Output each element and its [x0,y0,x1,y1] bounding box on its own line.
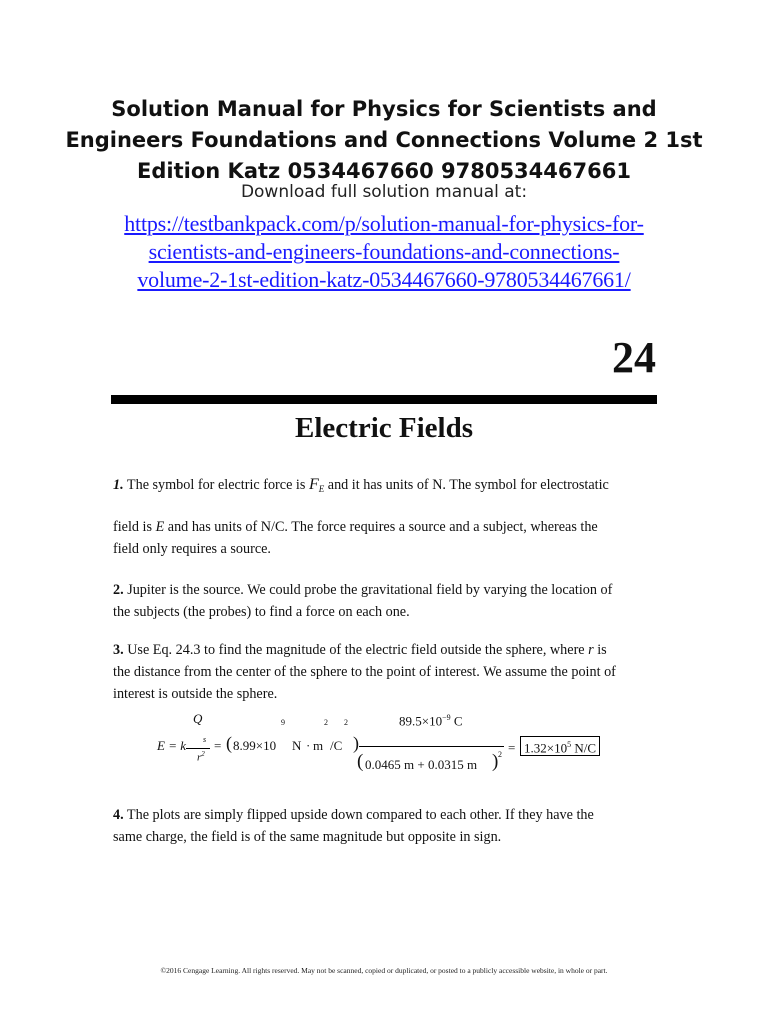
eq-fraction-bar [186,748,210,749]
eq-numerator: $89.5\times 10^{-9}$ C [399,713,463,729]
eq-equals: = [508,740,516,755]
eq-paren: ( [226,733,232,753]
document-title [60,94,708,187]
problem-1-line-1: 1. The symbol for electric force is $F_E$ and it has units of N. The symbol for electrostatic [113,476,609,494]
chapter-number: 24 [612,333,656,382]
eq-lhs: E = k [157,738,186,753]
problem-3: 3. Use Eq. 24.3 to find the magnitude of the electric field outside the sphere, where r is the distance from the center of the sphere to the point of interest. We assume the point of interest is outside the sphere. [113,642,616,702]
eq-units: N [292,738,302,753]
download-link[interactable] [80,210,688,294]
problem-number: 4. [113,807,124,823]
problem-number: 1. [113,477,124,493]
eq-exp: 2 [344,718,348,727]
chapter-title: Electric Fields [295,412,473,444]
eq-result: $1.32\times 10^5$ N/C [520,736,600,756]
eq-paren: ( [357,751,364,772]
eq-fraction-bar [359,746,504,747]
problem-2: 2. Jupiter is the source. We could probe the gravitational field by varying the location of the subjects (the probes) to find a force on each one. [113,582,613,620]
eq-sub: s [203,735,207,744]
eq-paren: ) [492,751,499,772]
eq-units: /C [330,738,343,753]
copyright-footer: ©2016 Cengage Learning. All rights reserved. May not be scanned, copied or duplicated, or posted to a publicly accessible website, in whole or part. [160,966,608,975]
eq-constant: 8.99×10 [233,738,277,753]
problem-4: 4. The plots are simply flipped upside down compared to each other. If they have the same charge, the field is of the same magnitude but opposite in sign. [113,807,594,845]
problem-number: 2. [113,582,124,598]
force-symbol: $F_E$ [308,476,325,494]
eq-Q: Q [193,711,203,726]
title-line: Edition Katz 0534467660 9780534467661 [137,159,631,183]
eq-units: m [313,738,324,753]
eq-exp: 2 [324,718,328,727]
link-line[interactable]: https://testbankpack.com/p/solution-manual-for-physics-for- [124,211,644,236]
link-line[interactable]: volume-2-1st-edition-katz-0534467660-9780534467661/ [137,267,631,292]
eq-r: $r^2$ [197,750,205,764]
download-text: Download full solution manual at: [240,182,528,202]
problem-1-body: field is E and has units of N/C. The force requires a source and a subject, whereas the field only requires a source. [113,519,598,557]
eq-paren: ) [353,733,359,753]
title-line: Engineers Foundations and Connections Volume 2 1st [65,128,703,152]
eq-dot: · [306,738,311,753]
eq-equals: = [214,738,222,753]
link-line[interactable]: scientists-and-engineers-foundations-and-connections- [148,239,620,264]
eq-denominator: 0.0465 m + 0.0315 m [365,757,478,772]
eq-exp: 9 [281,718,285,727]
eq-exp: 2 [498,750,502,759]
title-line: Solution Manual for Physics for Scientists and [111,97,657,121]
problem-number: 3. [113,642,124,658]
chapter-rule [111,395,657,404]
